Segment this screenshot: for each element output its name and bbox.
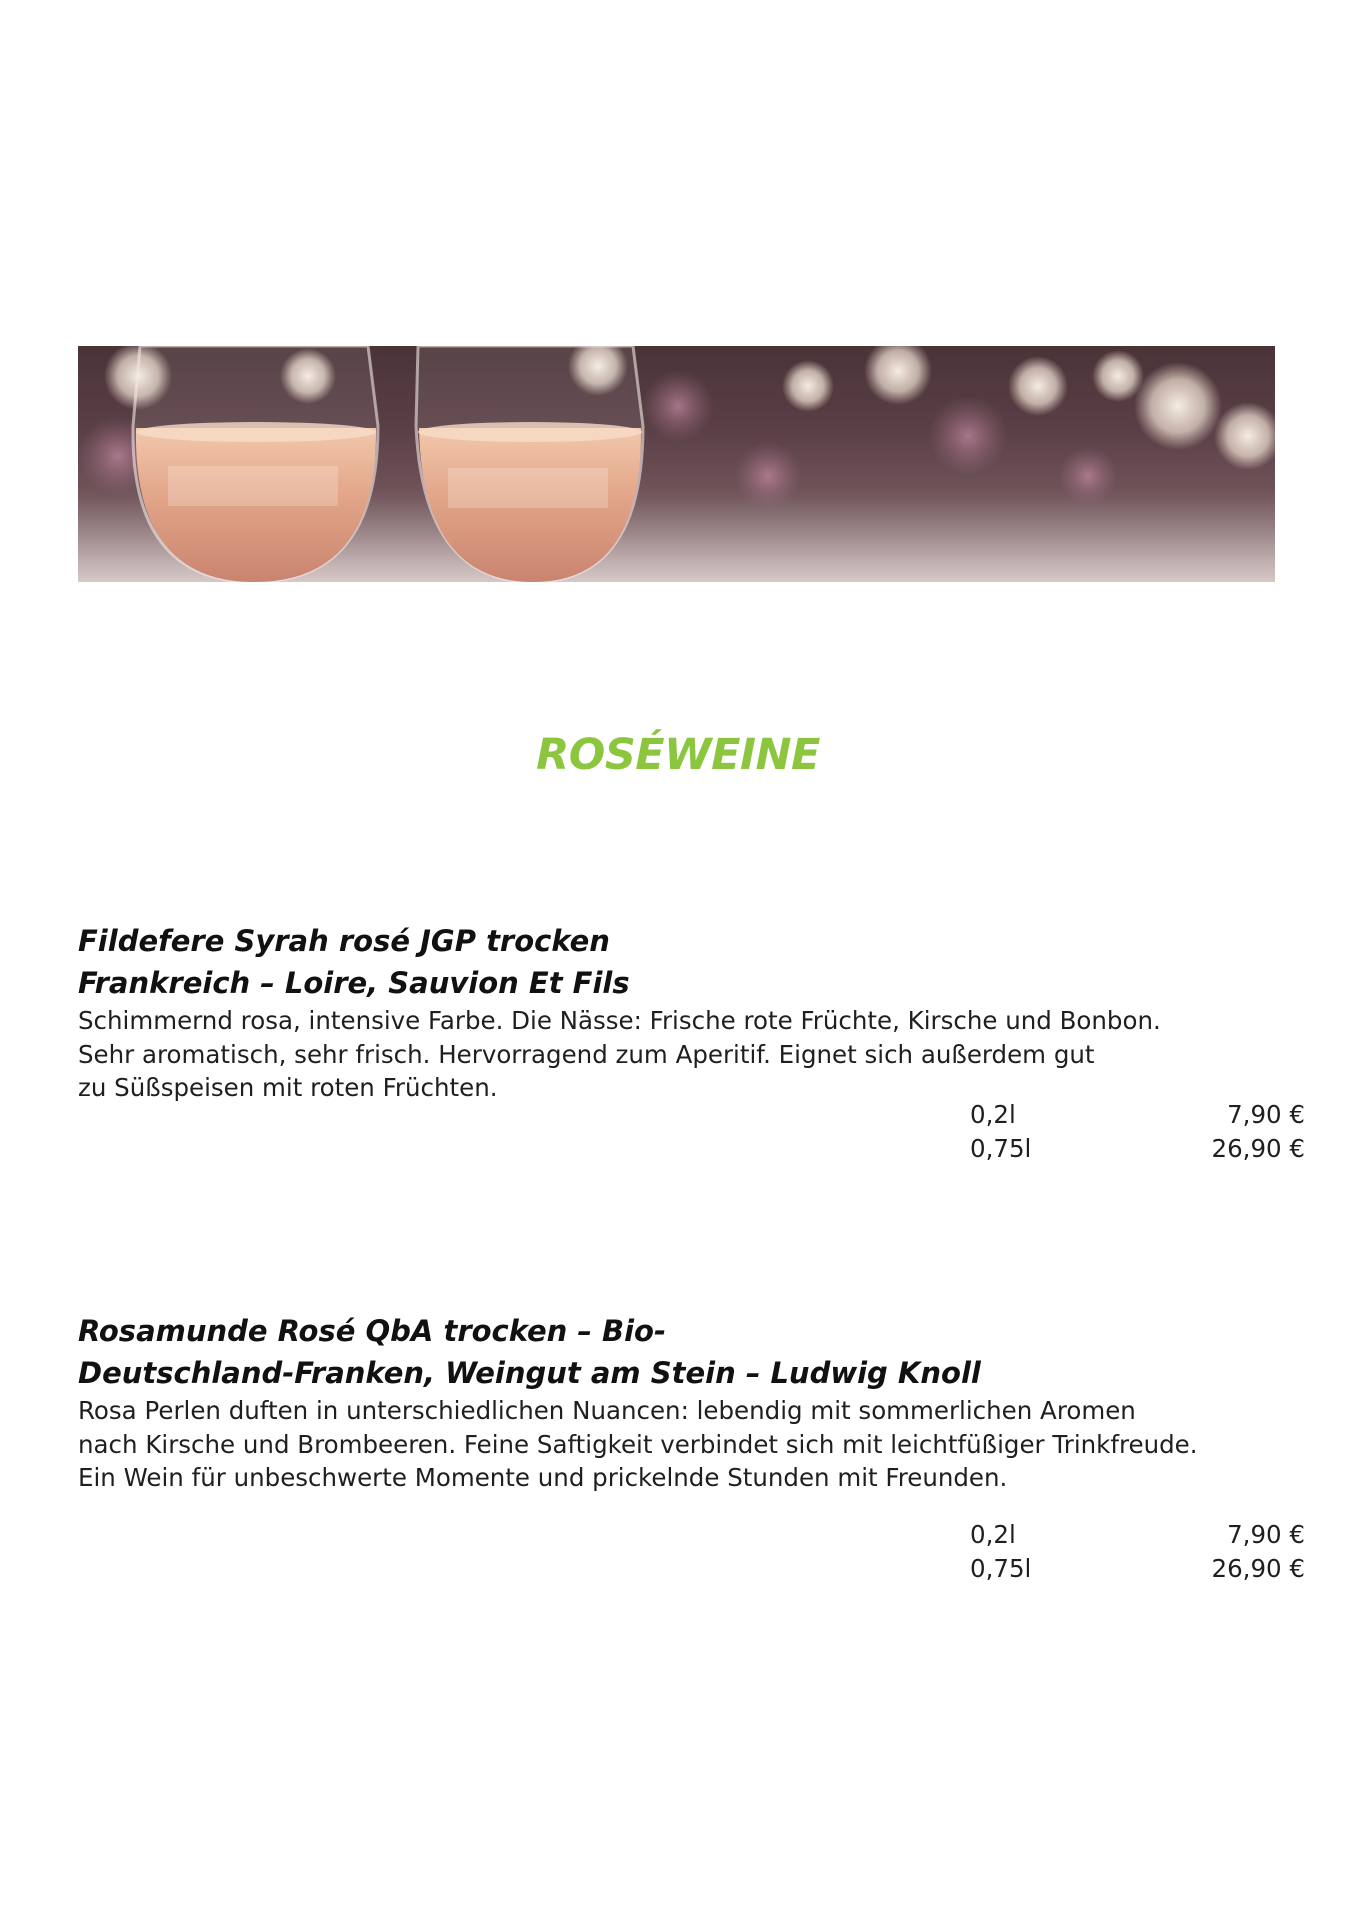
description-line: Ein Wein für unbeschwerte Momente und prickelnde Stunden mit Freunden.: [78, 1463, 1008, 1492]
serving-size: 0,2l: [970, 1520, 1016, 1549]
section-title: ROSÉWEINE: [536, 730, 820, 780]
description-line: Schimmernd rosa, intensive Farbe. Die Nässe: Frische rote Früchte, Kirsche und Bonbon.: [78, 1006, 1161, 1035]
price: 26,90 €: [1211, 1554, 1305, 1583]
price-list: [970, 1098, 1305, 1166]
wine-entry: [78, 920, 1305, 1163]
serving-size: 0,75l: [970, 1554, 1032, 1583]
price-row: [970, 1518, 1305, 1552]
price: 26,90 €: [1211, 1134, 1305, 1163]
description-line: Sehr aromatisch, sehr frisch. Hervorragend zum Aperitif. Eignet sich außerdem gut: [78, 1039, 1095, 1069]
wine-entry: [78, 1310, 1305, 1583]
wine-origin: Frankreich – Loire, Sauvion Et Fils: [78, 966, 630, 1000]
price-row: [970, 1098, 1305, 1132]
price: 7,90 €: [1227, 1520, 1305, 1549]
wine-description: [78, 1394, 1278, 1495]
price-list: [970, 1518, 1305, 1586]
price-row: [970, 1552, 1305, 1586]
wine-name: Rosamunde Rosé QbA trocken – Bio-: [78, 1314, 667, 1348]
description-line: Rosa Perlen duften in unterschiedlichen Nuancen: lebendig mit sommerlichen Aromen: [78, 1396, 1136, 1425]
banner-photo: [78, 346, 1275, 582]
rose-wine-glasses-banner: [78, 346, 1275, 582]
price-row: [970, 1132, 1305, 1166]
description-line: zu Süßspeisen mit roten Früchten.: [78, 1073, 498, 1102]
wine-name: Fildefere Syrah rosé JGP trocken: [78, 924, 610, 958]
price: 7,90 €: [1227, 1100, 1305, 1129]
wine-origin: Deutschland-Franken, Weingut am Stein – Ludwig Knoll: [78, 1356, 981, 1390]
description-line: nach Kirsche und Brombeeren. Feine Saftigkeit verbindet sich mit leichtfüßiger Trinkfreude.: [78, 1429, 1198, 1459]
serving-size: 0,75l: [970, 1134, 1032, 1163]
serving-size: 0,2l: [970, 1100, 1016, 1129]
wine-description: [78, 1004, 1278, 1105]
